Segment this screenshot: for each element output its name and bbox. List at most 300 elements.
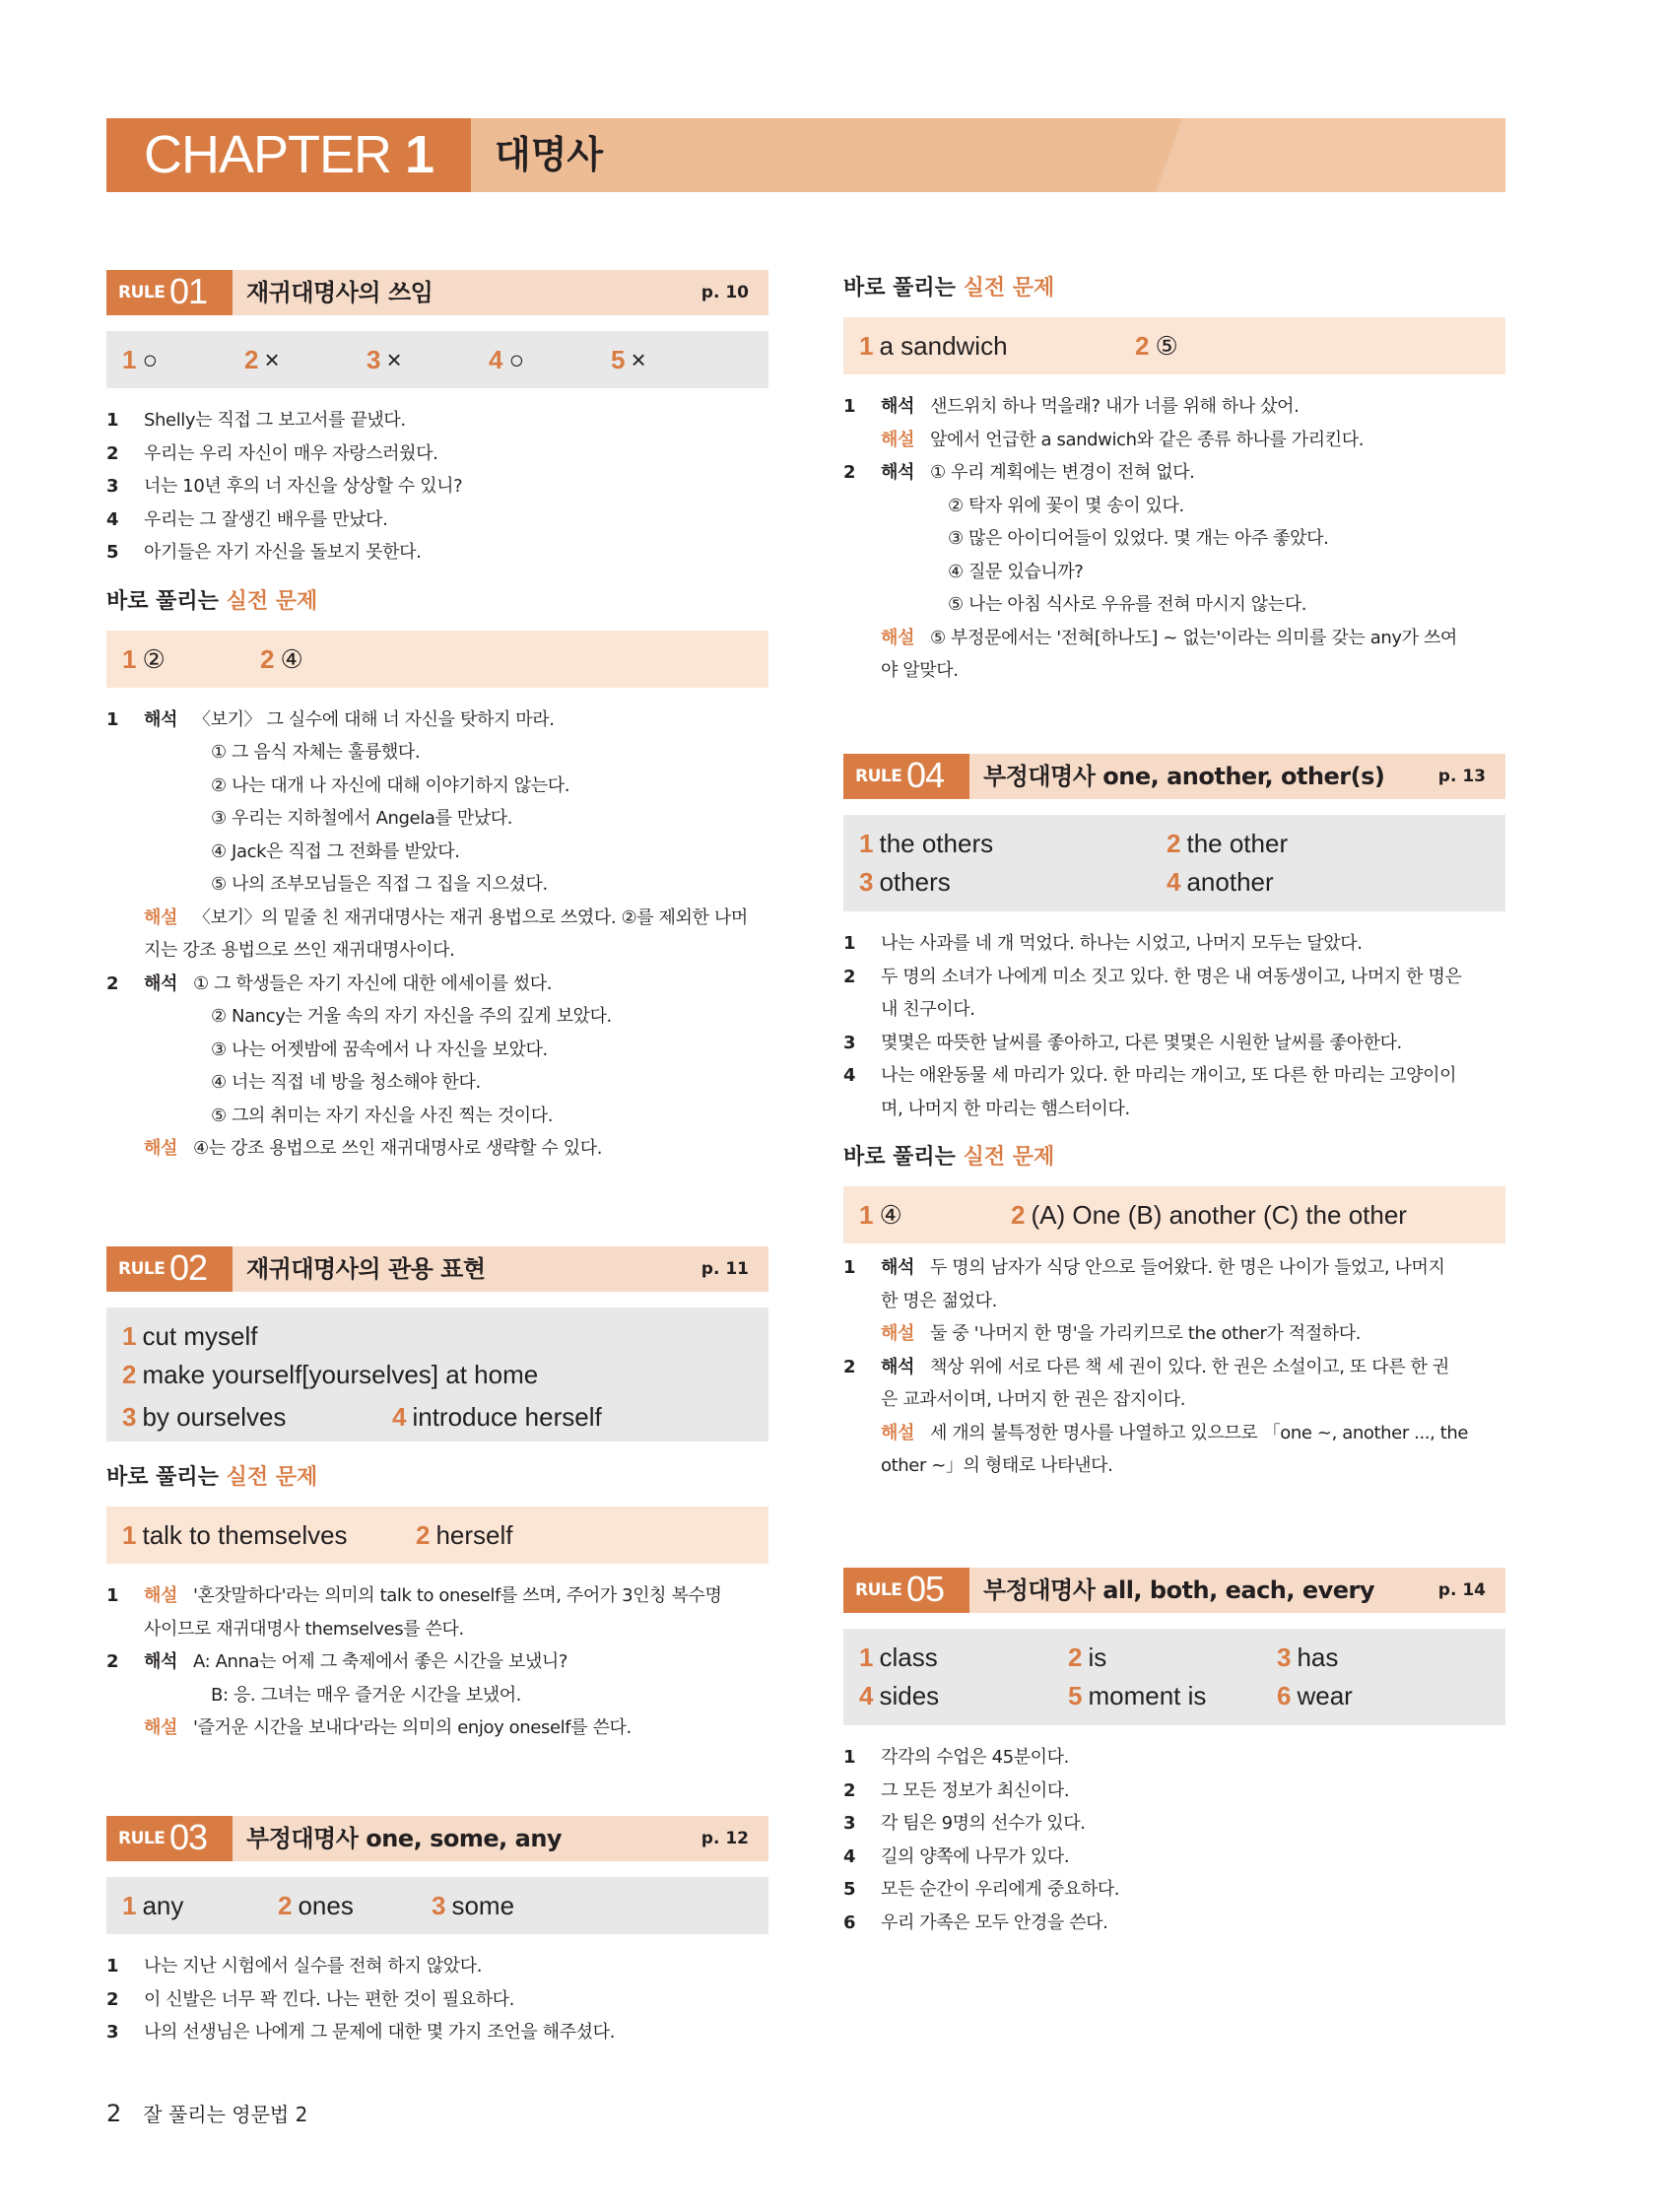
answer-item xyxy=(122,1360,538,1390)
line-text: ① 그 학생들은 자기 자신에 대한 에세이를 썼다. xyxy=(192,972,553,994)
rule-word: RULE xyxy=(855,767,902,786)
explanation-line xyxy=(843,622,1505,655)
translation-line xyxy=(106,470,768,503)
rule-tag xyxy=(106,270,233,315)
answer-text: a sandwich xyxy=(879,331,1008,361)
answer-number: 1 xyxy=(859,331,874,361)
answer-text: ones xyxy=(298,1891,354,1920)
explanation-line xyxy=(843,1417,1505,1450)
explanation-label: 해설 xyxy=(881,627,914,648)
line-number: 2 xyxy=(843,1779,856,1801)
line-text: 〈보기〉 그 실수에 대해 너 자신을 탓하지 마라. xyxy=(192,708,555,730)
rule-tag xyxy=(106,1246,233,1292)
rule-number: 01 xyxy=(169,271,208,311)
chapter-title: 대명사 xyxy=(495,133,604,176)
chapter-banner xyxy=(106,118,1505,192)
line-text: 책상 위에 서로 다른 책 세 권이 있다. 한 권은 소설이고, 또 다른 한 권 xyxy=(929,1356,1449,1377)
line-text: 세 개의 불특정한 명사를 나열하고 있으므로 「one ~, another ..., the xyxy=(929,1422,1469,1443)
explanation-line xyxy=(843,490,1505,523)
answer-text: class xyxy=(879,1642,938,1672)
rule-header xyxy=(106,270,768,315)
explanation-label: 해설 xyxy=(144,1717,177,1738)
answer-number: 5 xyxy=(1068,1681,1083,1710)
rule-header xyxy=(106,1816,768,1861)
answer-text: × xyxy=(631,345,646,374)
book-title: 잘 풀리는 영문법 2 xyxy=(143,2103,308,2126)
answer-box xyxy=(106,331,768,388)
translation-line xyxy=(843,961,1505,994)
translation-label: 해석 xyxy=(881,1356,914,1377)
answer-item xyxy=(1068,1642,1106,1673)
chapter-label xyxy=(106,118,471,192)
practice-heading-prefix: 바로 풀리는 xyxy=(843,1145,964,1170)
answer-text: moment is xyxy=(1088,1681,1207,1710)
answer-item xyxy=(611,345,646,375)
answer-number: 1 xyxy=(859,1200,874,1230)
rule-number: 05 xyxy=(906,1569,945,1609)
line-text: ④는 강조 용법으로 쓰인 재귀대명사로 생략할 수 있다. xyxy=(192,1138,603,1159)
practice-heading-highlight: 실전 문제 xyxy=(226,1465,318,1490)
answer-text: × xyxy=(264,345,280,374)
line-text: 샌드위치 하나 먹을래? 내가 너를 위해 하나 샀어. xyxy=(929,396,1300,417)
translation-line xyxy=(843,1027,1505,1060)
answer-number: 5 xyxy=(611,345,626,374)
practice-answer-box xyxy=(106,631,768,688)
answer-text: ○ xyxy=(142,345,159,374)
rule-tag xyxy=(106,1816,233,1861)
answer-box-row xyxy=(106,1404,768,1441)
rule-title: 부정대명사 all, both, each, every xyxy=(983,1576,1375,1604)
explanation-line xyxy=(843,1383,1505,1417)
line-number: 3 xyxy=(106,476,119,497)
answer-box xyxy=(106,1877,768,1934)
answer-text: any xyxy=(142,1891,184,1920)
translation-line xyxy=(843,1741,1505,1775)
translation-line xyxy=(843,1775,1505,1808)
explanation-line xyxy=(843,1251,1505,1285)
translation-line xyxy=(843,1059,1505,1093)
explanation-label: 해설 xyxy=(881,429,914,450)
line-text: 야 알맞다. xyxy=(881,660,959,681)
line-number: 2 xyxy=(106,1651,119,1672)
line-text: 나는 사과를 네 개 먹었다. 하나는 시었고, 나머지 모두는 달았다. xyxy=(881,933,1363,954)
answer-number: 2 xyxy=(1135,331,1150,361)
translation-line xyxy=(843,1807,1505,1841)
explanation-line xyxy=(106,1000,768,1034)
practice-answer-box xyxy=(106,1507,768,1564)
line-number: 1 xyxy=(106,410,119,431)
practice-heading-prefix: 바로 풀리는 xyxy=(106,1465,227,1490)
rule-title: 부정대명사 one, another, other(s) xyxy=(983,763,1385,790)
practice-heading-highlight: 실전 문제 xyxy=(963,1145,1055,1170)
line-text: 너는 10년 후의 너 자신을 상상할 수 있니? xyxy=(144,476,463,497)
answer-number: 2 xyxy=(1068,1642,1083,1672)
explanation-line xyxy=(843,1317,1505,1351)
translation-list xyxy=(106,404,768,570)
answer-box xyxy=(106,1307,768,1404)
explanation-line xyxy=(106,1679,768,1712)
line-text: ② 탁자 위에 꽃이 몇 송이 있다. xyxy=(948,495,1184,516)
line-number: 4 xyxy=(843,1845,856,1867)
answer-box xyxy=(843,1629,1505,1725)
line-text: 몇몇은 따뜻한 날씨를 좋아하고, 다른 몇몇은 시원한 날씨를 좋아한다. xyxy=(881,1032,1402,1053)
answer-number: 1 xyxy=(859,829,874,858)
line-number: 2 xyxy=(106,1988,119,2010)
translation-label: 해석 xyxy=(881,462,914,483)
line-text: 나의 선생님은 나에게 그 문제에 대한 몇 가지 조언을 해주셨다. xyxy=(144,2022,615,2043)
rule-word: RULE xyxy=(118,283,166,302)
translation-line xyxy=(106,404,768,437)
line-text: 모든 순간이 우리에게 중요하다. xyxy=(881,1879,1120,1900)
line-text: 한 명은 젊었다. xyxy=(881,1290,997,1311)
translation-list xyxy=(843,1741,1505,1939)
line-number: 5 xyxy=(843,1879,856,1900)
line-number: 1 xyxy=(843,1257,856,1278)
line-text: A: Anna는 어제 그 축제에서 좋은 시간을 보냈니? xyxy=(192,1651,568,1672)
line-number: 2 xyxy=(106,442,119,464)
translation-line xyxy=(106,1950,768,1983)
answer-item xyxy=(260,644,303,675)
translation-line xyxy=(106,1983,768,2017)
explanation-line xyxy=(106,968,768,1001)
explanation-line xyxy=(106,868,768,902)
answer-number: 1 xyxy=(122,1321,137,1351)
rule-03-practice-section xyxy=(843,260,1505,688)
answer-number: 1 xyxy=(122,1520,137,1550)
answer-number: 1 xyxy=(122,1891,137,1920)
practice-answer-box xyxy=(843,317,1505,374)
answer-number: 1 xyxy=(122,643,137,674)
answer-item xyxy=(859,1681,939,1711)
line-text: '즐거운 시간을 보내다'라는 의미의 enjoy oneself를 쓴다. xyxy=(192,1717,632,1738)
answer-box xyxy=(843,815,1505,911)
translation-label: 해석 xyxy=(881,1257,914,1278)
line-text: 각 팀은 9명의 선수가 있다. xyxy=(881,1813,1086,1834)
translation-line xyxy=(843,1907,1505,1940)
explanation-line xyxy=(106,1711,768,1745)
line-text: 지는 강조 용법으로 쓰인 재귀대명사이다. xyxy=(144,940,455,961)
answer-item xyxy=(1068,1681,1206,1711)
banner-decoration xyxy=(1033,118,1505,192)
line-text: ③ 많은 아이디어들이 있었다. 몇 개는 아주 좋았다. xyxy=(948,528,1329,549)
answer-text: make yourself[yourselves] at home xyxy=(142,1360,539,1389)
answer-item xyxy=(1277,1681,1353,1711)
line-text: ④ 너는 직접 네 방을 청소해야 한다. xyxy=(211,1072,481,1093)
line-text: 우리는 그 잘생긴 배우를 만났다. xyxy=(144,508,388,530)
answer-text: cut myself xyxy=(142,1321,258,1351)
answer-text: another xyxy=(1186,867,1274,897)
answer-number: 3 xyxy=(1277,1642,1292,1672)
answer-item xyxy=(432,1891,514,1921)
explanation-line xyxy=(106,1034,768,1067)
rule-header xyxy=(843,754,1505,799)
answer-text: talk to themselves xyxy=(142,1520,348,1550)
line-text: '혼잣말하다'라는 의미의 talk to oneself를 쓰며, 주어가 3인칭 복수명 xyxy=(192,1585,722,1606)
explanation-line xyxy=(106,934,768,968)
explanation-line xyxy=(106,1100,768,1133)
line-text: B: 응. 그녀는 매우 즐거운 시간을 보냈어. xyxy=(211,1684,522,1706)
answer-number: 2 xyxy=(1011,1200,1026,1230)
translation-line xyxy=(106,437,768,471)
answer-number: 4 xyxy=(392,1402,407,1432)
explanation-line xyxy=(106,1132,768,1166)
line-text: ④ Jack은 직접 그 전화를 받았다. xyxy=(211,840,460,862)
answer-item xyxy=(416,1520,513,1551)
explanation-line xyxy=(843,1449,1505,1483)
translation-label: 해석 xyxy=(144,1651,177,1672)
answer-number: 4 xyxy=(859,1681,874,1710)
translation-line xyxy=(106,2016,768,2049)
translation-list xyxy=(843,927,1505,1125)
explanation-label: 해설 xyxy=(144,906,177,928)
explanation-label: 해설 xyxy=(144,1585,177,1606)
translation-label: 해석 xyxy=(881,396,914,417)
page-reference: p. 14 xyxy=(1437,1580,1486,1600)
page-reference: p. 11 xyxy=(701,1259,749,1279)
line-text: 아기들은 자기 자신을 돌보지 못한다. xyxy=(144,542,422,563)
rule-tag xyxy=(843,754,969,799)
answer-item xyxy=(859,1200,902,1231)
answer-number: 2 xyxy=(244,345,259,374)
answer-text: sides xyxy=(879,1681,940,1710)
explanation-line xyxy=(843,424,1505,457)
line-text: ① 우리 계획에는 변경이 전혀 없다. xyxy=(929,462,1195,483)
answer-item xyxy=(367,345,402,375)
line-text: 〈보기〉의 밑줄 친 재귀대명사는 재귀 용법으로 쓰였다. ②를 제외한 나머 xyxy=(192,906,748,928)
line-text: 사이므로 재귀대명사 themselves를 쓴다. xyxy=(144,1618,464,1640)
page-number: 2 xyxy=(106,2100,122,2127)
answer-item xyxy=(122,1891,183,1921)
line-text: ② 나는 대개 나 자신에 대해 이야기하지 않는다. xyxy=(211,774,570,796)
line-text: 그 모든 정보가 최신이다. xyxy=(881,1779,1070,1801)
translation-line xyxy=(843,1841,1505,1874)
practice-heading-prefix: 바로 풀리는 xyxy=(843,276,964,301)
line-number: 2 xyxy=(843,966,856,987)
line-text: Shelly는 직접 그 보고서를 끝냈다. xyxy=(144,410,406,431)
line-text: ⑤ 나의 조부모님들은 직접 그 집을 지으셨다. xyxy=(211,874,548,895)
explanation-line xyxy=(843,522,1505,556)
line-text: ④ 질문 있습니까? xyxy=(948,561,1084,582)
explanation-line xyxy=(843,1285,1505,1318)
line-number: 1 xyxy=(843,396,856,417)
line-text: 며, 나머지 한 마리는 햄스터이다. xyxy=(881,1098,1130,1119)
answer-text: ○ xyxy=(508,345,525,374)
line-text: ③ 나는 어젯밤에 꿈속에서 나 자신을 보았다. xyxy=(211,1039,548,1060)
rule-number: 02 xyxy=(169,1247,208,1288)
answer-text: some xyxy=(451,1891,515,1920)
explanation-line xyxy=(106,1645,768,1679)
answer-item xyxy=(859,1642,938,1673)
answer-number: 3 xyxy=(122,1402,137,1432)
answer-item xyxy=(1135,331,1178,362)
practice-answer-box xyxy=(843,1186,1505,1243)
line-text: ⑤ 부정문에서는 '전혀[하나도] ~ 없는'이라는 의미를 갖는 any가 쓰여 xyxy=(929,627,1457,648)
rule-word: RULE xyxy=(855,1580,902,1600)
rule-05-section xyxy=(843,1568,1505,1939)
line-text: ② Nancy는 거울 속의 자기 자신을 주의 깊게 보았다. xyxy=(211,1006,612,1027)
line-number: 1 xyxy=(843,1747,856,1768)
answer-text: × xyxy=(386,345,402,374)
explanation-list xyxy=(106,704,768,1166)
rule-04-section xyxy=(843,754,1505,1483)
page-reference: p. 10 xyxy=(701,283,749,302)
answer-number: 2 xyxy=(416,1520,431,1550)
practice-heading xyxy=(106,1449,768,1507)
translation-line xyxy=(843,1093,1505,1126)
translation-line xyxy=(843,993,1505,1027)
line-text: other ~」의 형태로 나타낸다. xyxy=(881,1455,1113,1476)
explanation-list xyxy=(843,1251,1505,1483)
line-number: 1 xyxy=(106,708,119,730)
answer-item xyxy=(122,1520,348,1551)
rule-number: 03 xyxy=(169,1817,208,1857)
answer-item xyxy=(122,1321,258,1352)
translation-label: 해석 xyxy=(144,708,177,730)
line-number: 4 xyxy=(106,508,119,530)
answer-number: 1 xyxy=(859,1642,874,1672)
page-reference: p. 12 xyxy=(701,1829,749,1848)
page-footer xyxy=(106,2099,307,2127)
line-text: 둘 중 '나머지 한 명'을 가리키므로 the other가 적절하다. xyxy=(929,1323,1362,1344)
answer-text: (A) One (B) another (C) the other xyxy=(1031,1200,1407,1230)
line-text: 길의 양쪽에 나무가 있다. xyxy=(881,1845,1070,1867)
answer-item xyxy=(859,867,951,898)
answer-text: is xyxy=(1088,1642,1107,1672)
line-number: 3 xyxy=(843,1813,856,1834)
explanation-line xyxy=(106,902,768,935)
line-text: 나는 애완동물 세 마리가 있다. 한 마리는 개이고, 또 다른 한 마리는 고양이이 xyxy=(881,1065,1457,1086)
rule-03-section xyxy=(106,1816,768,2049)
answer-text: introduce herself xyxy=(412,1402,602,1432)
line-text: ⑤ 나는 아침 식사로 우유를 전혀 마시지 않는다. xyxy=(948,594,1307,615)
explanation-line xyxy=(106,736,768,770)
line-number: 2 xyxy=(843,462,856,483)
answer-item xyxy=(244,345,280,375)
answer-item xyxy=(1277,1642,1338,1673)
rule-title: 재귀대명사의 관용 표현 xyxy=(246,1255,486,1283)
line-text: 은 교과서이며, 나머지 한 권은 잡지이다. xyxy=(881,1389,1186,1410)
explanation-line xyxy=(843,556,1505,589)
line-text: 우리는 우리 자신이 매우 자랑스러웠다. xyxy=(144,442,438,464)
explanation-line xyxy=(106,770,768,803)
answer-text: by ourselves xyxy=(142,1402,287,1432)
line-text: 이 신발은 너무 꽉 낀다. 나는 편한 것이 필요하다. xyxy=(144,1988,514,2010)
answer-text: wear xyxy=(1297,1681,1353,1710)
answer-text: herself xyxy=(435,1520,513,1550)
rule-header xyxy=(843,1568,1505,1613)
translation-list xyxy=(106,1950,768,2049)
answer-number: 2 xyxy=(278,1891,293,1920)
practice-heading-highlight: 실전 문제 xyxy=(963,276,1055,301)
answer-item xyxy=(122,644,166,675)
answer-item xyxy=(1167,829,1288,859)
line-text: ① 그 음식 자체는 훌륭했다. xyxy=(211,742,421,763)
line-number: 2 xyxy=(106,972,119,994)
explanation-line xyxy=(106,1066,768,1100)
line-text: 두 명의 소녀가 나에게 미소 짓고 있다. 한 명은 내 여동생이고, 나머지 한 명은 xyxy=(881,966,1462,987)
explanation-line xyxy=(843,1351,1505,1384)
rule-header xyxy=(106,1246,768,1292)
page-reference: p. 13 xyxy=(1437,767,1486,786)
answer-number: 3 xyxy=(367,345,381,374)
rule-word: RULE xyxy=(118,1259,166,1279)
rule-number: 04 xyxy=(906,755,945,795)
explanation-line xyxy=(106,802,768,836)
answer-text: ② xyxy=(142,643,166,674)
line-text: 내 친구이다. xyxy=(881,999,975,1020)
answer-item xyxy=(859,331,1008,362)
answer-number: 2 xyxy=(260,643,275,674)
line-text: 우리 가족은 모두 안경을 쓴다. xyxy=(881,1911,1108,1933)
answer-item xyxy=(122,345,158,375)
rule-title: 재귀대명사의 쓰임 xyxy=(246,279,434,306)
answer-item xyxy=(489,345,524,375)
answer-text: ④ xyxy=(280,643,303,674)
rule-title: 부정대명사 one, some, any xyxy=(246,1825,563,1852)
answer-item xyxy=(278,1891,354,1921)
explanation-label: 해설 xyxy=(881,1422,914,1443)
answer-text: has xyxy=(1297,1642,1339,1672)
practice-heading xyxy=(843,260,1505,317)
answer-text: others xyxy=(879,867,951,897)
explanation-line xyxy=(843,588,1505,622)
answer-number: 4 xyxy=(489,345,503,374)
answer-item xyxy=(859,829,993,859)
rule-word: RULE xyxy=(118,1829,166,1848)
line-text: 앞에서 언급한 a sandwich와 같은 종류 하나를 가리킨다. xyxy=(929,429,1365,450)
explanation-list xyxy=(843,390,1505,688)
translation-line xyxy=(843,1873,1505,1907)
practice-heading-highlight: 실전 문제 xyxy=(226,588,318,614)
explanation-line xyxy=(106,1613,768,1646)
answer-number: 6 xyxy=(1277,1681,1292,1710)
answer-number: 3 xyxy=(859,867,874,897)
answer-item xyxy=(392,1402,602,1433)
line-number: 3 xyxy=(106,2022,119,2043)
rule-02-section xyxy=(106,1246,768,1745)
answer-item xyxy=(1011,1200,1407,1231)
explanation-label: 해설 xyxy=(144,1138,177,1159)
translation-line xyxy=(106,503,768,537)
explanation-line xyxy=(106,1579,768,1613)
answer-text: ④ xyxy=(879,1200,902,1230)
line-text: 두 명의 남자가 식당 안으로 들어왔다. 한 명은 나이가 들었고, 나머지 xyxy=(929,1257,1445,1278)
explanation-line xyxy=(106,836,768,869)
rule-tag xyxy=(843,1568,969,1613)
explanation-list xyxy=(106,1579,768,1745)
answer-text: the other xyxy=(1186,829,1289,858)
practice-heading-prefix: 바로 풀리는 xyxy=(106,588,227,614)
line-number: 6 xyxy=(843,1911,856,1933)
translation-label: 해석 xyxy=(144,972,177,994)
translation-line xyxy=(843,927,1505,961)
line-number: 5 xyxy=(106,542,119,563)
line-number: 1 xyxy=(106,1585,119,1606)
line-text: ③ 우리는 지하철에서 Angela를 만났다. xyxy=(211,808,513,829)
answer-number: 4 xyxy=(1167,867,1181,897)
line-text: 각각의 수업은 45분이다. xyxy=(881,1747,1069,1768)
answer-item xyxy=(1167,867,1274,898)
line-number: 4 xyxy=(843,1065,856,1086)
explanation-line xyxy=(843,456,1505,490)
explanation-line xyxy=(106,704,768,737)
translation-line xyxy=(106,536,768,570)
line-number: 2 xyxy=(843,1356,856,1377)
explanation-line xyxy=(843,390,1505,424)
answer-number: 1 xyxy=(122,345,137,374)
chapter-number: 1 xyxy=(405,125,434,184)
answer-number: 2 xyxy=(1167,829,1181,858)
